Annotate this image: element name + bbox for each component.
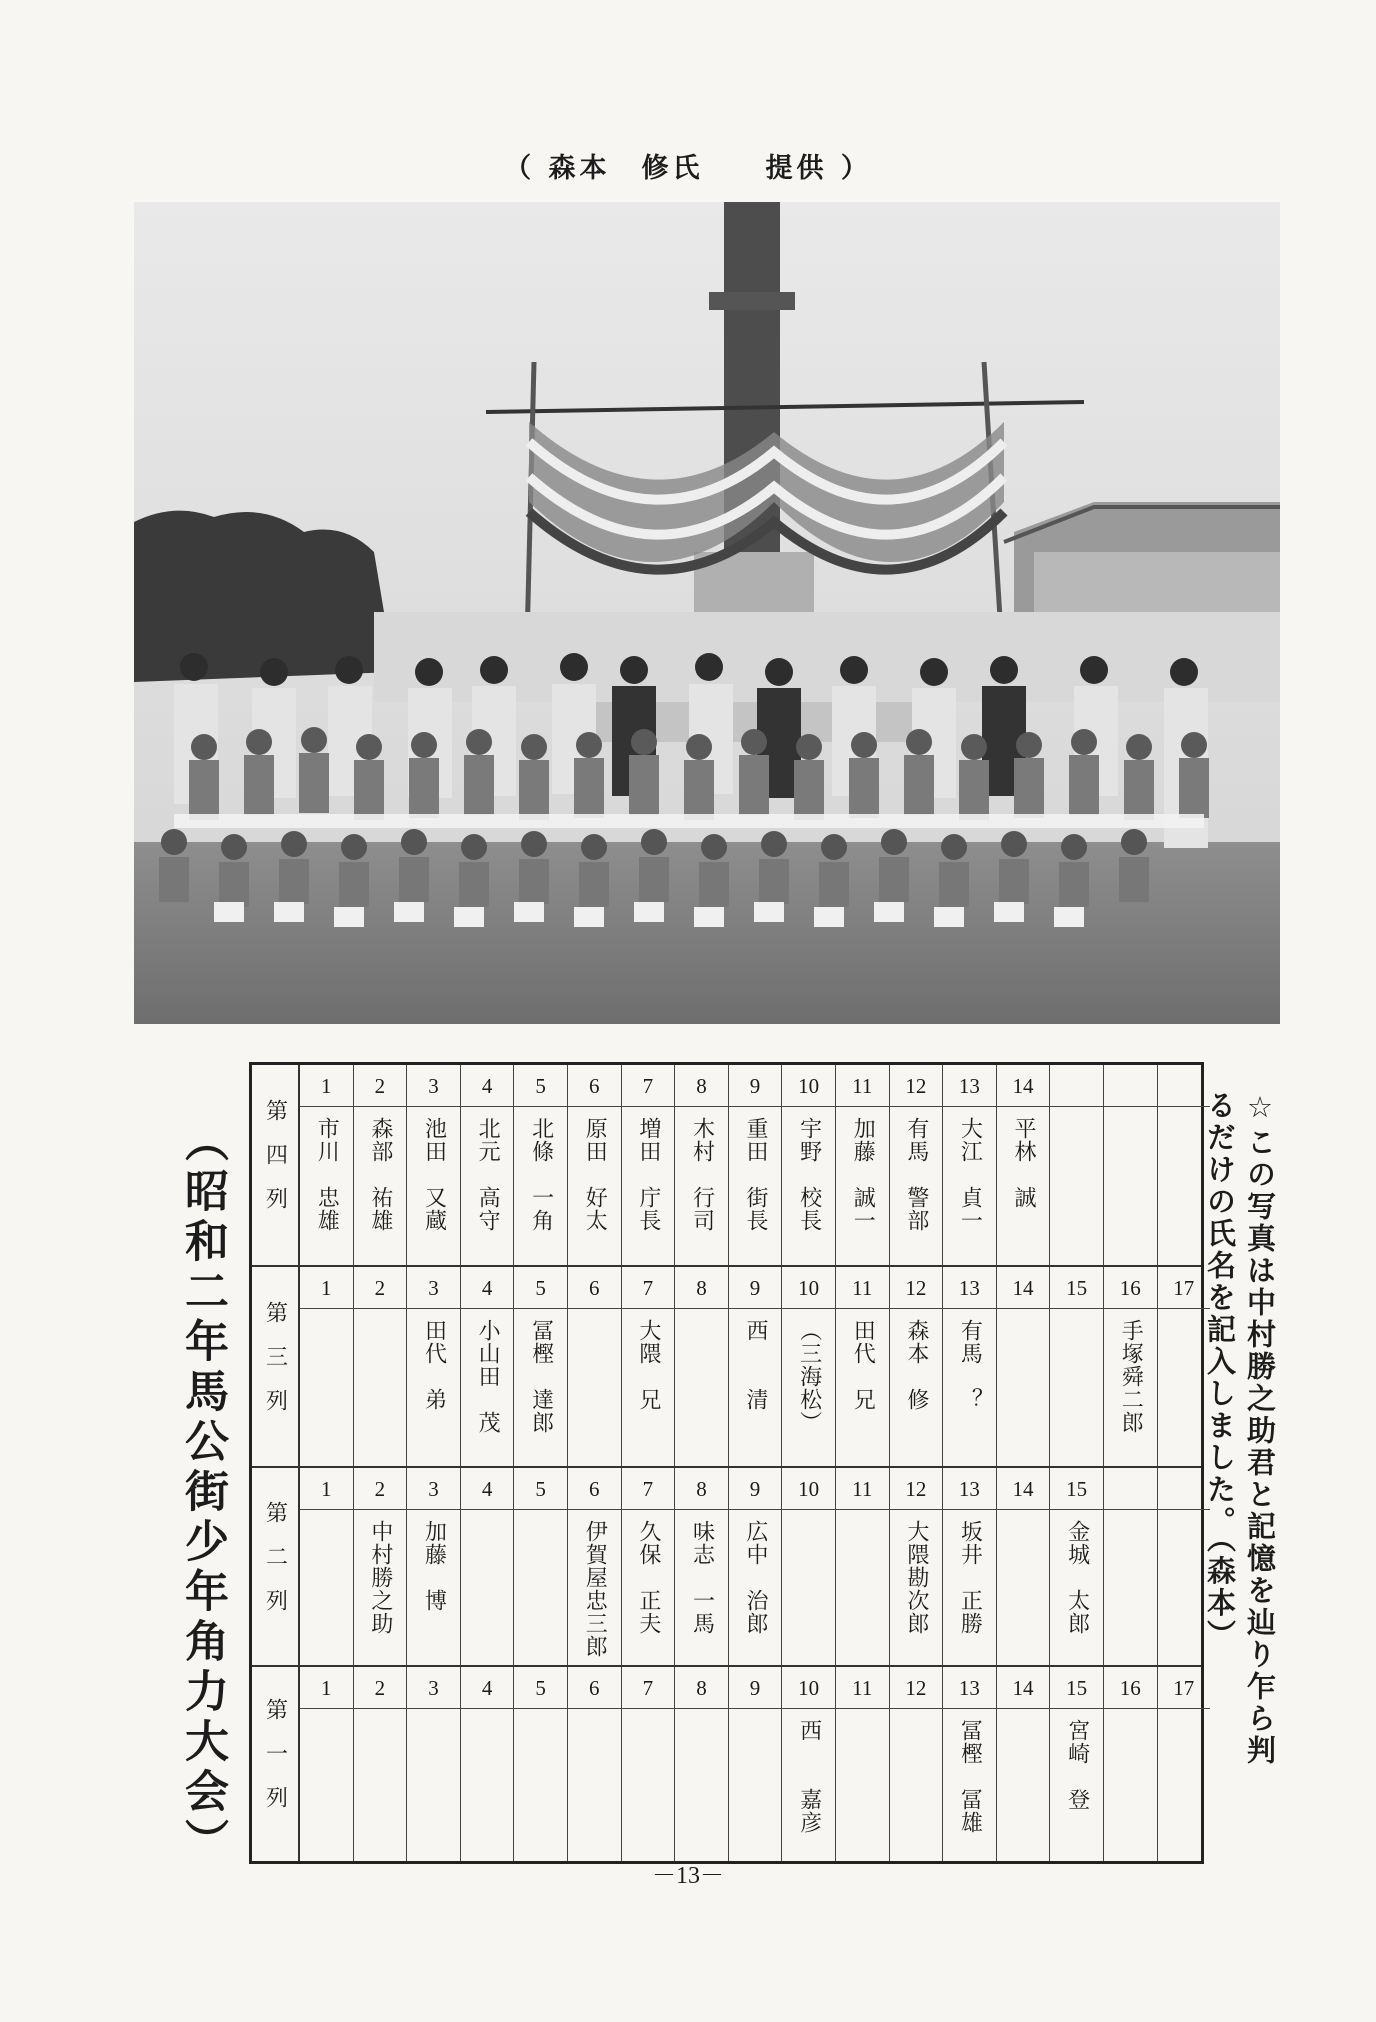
position-number: 1 [300, 1468, 353, 1510]
roster-cell [997, 1667, 1051, 1861]
person-name: 伊賀屋忠三郎 [582, 1520, 608, 1658]
roster-cell [568, 1468, 622, 1665]
person-name [300, 1709, 353, 1861]
roster-cell [890, 1267, 944, 1466]
person-name: 原田 好太 [582, 1117, 608, 1232]
position-number: 4 [461, 1468, 514, 1510]
person-name: 市川 忠雄 [314, 1117, 340, 1232]
roster-cell [943, 1667, 997, 1861]
roster-cell [1158, 1468, 1211, 1665]
person-name: 森部 祐雄 [367, 1117, 393, 1232]
roster-cell [568, 1667, 622, 1861]
person-name [997, 1510, 1050, 1665]
position-number: 1 [300, 1667, 353, 1709]
position-number: 16 [1104, 1267, 1157, 1309]
roster-cell [622, 1468, 676, 1665]
position-number: 14 [997, 1267, 1050, 1309]
roster-cell [461, 1065, 515, 1265]
person-name: 加藤 博 [421, 1520, 447, 1612]
person-name: 大隈 兄 [635, 1319, 661, 1411]
position-number: 3 [407, 1667, 460, 1709]
roster-cell [675, 1667, 729, 1861]
person-name [354, 1309, 407, 1466]
person-name: 金城 太郎 [1064, 1520, 1090, 1635]
roster-cell [300, 1667, 354, 1861]
person-name: 森本 修 [903, 1319, 929, 1411]
position-number: 3 [407, 1065, 460, 1107]
roster-cell [461, 1267, 515, 1466]
person-name [1158, 1709, 1211, 1861]
position-number: 11 [836, 1267, 889, 1309]
person-name: 平林 誠 [1011, 1117, 1037, 1209]
position-number: 6 [568, 1667, 621, 1709]
roster-cell [782, 1065, 836, 1265]
roster-cell [1104, 1468, 1158, 1665]
person-name [836, 1709, 889, 1861]
position-number: 7 [622, 1468, 675, 1510]
person-name [1104, 1709, 1157, 1861]
roster-cell [1158, 1267, 1211, 1466]
position-number: 9 [729, 1667, 782, 1709]
roster-cell [729, 1065, 783, 1265]
roster-cell [514, 1267, 568, 1466]
position-number: 3 [407, 1468, 460, 1510]
roster-cell [675, 1065, 729, 1265]
position-number: 15 [1050, 1667, 1103, 1709]
roster-cell [782, 1468, 836, 1665]
roster-cell [622, 1667, 676, 1861]
person-name: 手塚舜二郎 [1118, 1319, 1144, 1434]
person-name [461, 1709, 514, 1861]
position-number: 7 [622, 1667, 675, 1709]
roster-row-label-text: 第一列 [262, 1698, 288, 1830]
roster-cell [1050, 1468, 1104, 1665]
position-number: 4 [461, 1267, 514, 1309]
person-name [622, 1709, 675, 1861]
roster-cell [1104, 1065, 1158, 1265]
position-number: 10 [782, 1267, 835, 1309]
roster-cell [890, 1667, 944, 1861]
position-number [1158, 1468, 1211, 1510]
roster-cell [514, 1468, 568, 1665]
roster-cell [782, 1667, 836, 1861]
position-number: 1 [300, 1065, 353, 1107]
person-name: 味志 一馬 [689, 1520, 715, 1635]
roster-cell [890, 1468, 944, 1665]
person-name: 西 嘉彦 [796, 1719, 822, 1834]
person-name: 池田 又蔵 [421, 1117, 447, 1232]
person-name: 北元 高守 [475, 1117, 501, 1232]
roster-cell [354, 1065, 408, 1265]
roster-cell [407, 1468, 461, 1665]
position-number: 4 [461, 1667, 514, 1709]
roster-cell [943, 1267, 997, 1466]
person-name: 小山田 茂 [475, 1319, 501, 1434]
roster-cell [354, 1267, 408, 1466]
roster-cell [943, 1065, 997, 1265]
roster-cell [1158, 1065, 1211, 1265]
roster-cell [1050, 1667, 1104, 1861]
person-name: 増田 庁長 [635, 1117, 661, 1232]
position-number: 7 [622, 1267, 675, 1309]
person-name [514, 1709, 567, 1861]
person-name [514, 1510, 567, 1665]
roster-cell [675, 1267, 729, 1466]
person-name [1050, 1309, 1103, 1466]
position-number [1104, 1468, 1157, 1510]
identification-note: ☆この写真は中村勝之助君と記憶を辿り乍ら判るだけの氏名を記入しました。（森本） [1203, 1090, 1277, 1767]
photo-credit: （ 森本 修氏 提供 ） [504, 153, 872, 184]
person-name [782, 1510, 835, 1665]
roster-cell [568, 1267, 622, 1466]
person-name [997, 1309, 1050, 1466]
roster-row [252, 1468, 1201, 1667]
position-number: 6 [568, 1468, 621, 1510]
person-name: 田代 弟 [421, 1319, 447, 1411]
person-name: 大江 貞一 [957, 1117, 983, 1232]
person-name [1104, 1510, 1157, 1665]
person-name [300, 1309, 353, 1466]
position-number: 13 [943, 1065, 996, 1107]
person-name: 久保 正夫 [635, 1520, 661, 1635]
roster-row-label [252, 1065, 300, 1265]
person-name [1158, 1510, 1211, 1665]
roster-cell [1050, 1065, 1104, 1265]
roster-cell [836, 1667, 890, 1861]
roster-cell [354, 1667, 408, 1861]
position-number: 2 [354, 1267, 407, 1309]
position-number: 5 [514, 1065, 567, 1107]
person-name: 西 清 [743, 1319, 769, 1411]
position-number: 6 [568, 1267, 621, 1309]
position-number: 2 [354, 1468, 407, 1510]
roster-cell [836, 1065, 890, 1265]
roster-cell [1158, 1667, 1211, 1861]
roster-cell [997, 1468, 1051, 1665]
position-number: 13 [943, 1667, 996, 1709]
person-name: 宇野 校長 [796, 1117, 822, 1232]
roster-cell [997, 1065, 1051, 1265]
position-number: 10 [782, 1468, 835, 1510]
position-number: 14 [997, 1667, 1050, 1709]
page-number: －13－ [652, 1863, 724, 1889]
person-name: 大隈勘次郎 [903, 1520, 929, 1635]
roster-cell [729, 1667, 783, 1861]
position-number: 2 [354, 1667, 407, 1709]
person-name [1158, 1309, 1211, 1466]
position-number: 12 [890, 1468, 943, 1510]
person-name: 中村勝之助 [367, 1520, 393, 1635]
roster-cell [622, 1267, 676, 1466]
position-number: 5 [514, 1667, 567, 1709]
person-name: 北條 一角 [528, 1117, 554, 1232]
person-name [675, 1709, 728, 1861]
position-number: 12 [890, 1667, 943, 1709]
person-name: 木村 行司 [689, 1117, 715, 1232]
roster-cell [890, 1065, 944, 1265]
roster-cell [461, 1468, 515, 1665]
roster-cell [729, 1468, 783, 1665]
position-number: 12 [890, 1065, 943, 1107]
person-name: 宮崎 登 [1064, 1719, 1090, 1811]
position-number: 8 [675, 1267, 728, 1309]
position-number: 3 [407, 1267, 460, 1309]
position-number: 10 [782, 1065, 835, 1107]
roster-cell [300, 1468, 354, 1665]
roster-cell [300, 1267, 354, 1466]
position-number: 4 [461, 1065, 514, 1107]
roster-cell [997, 1267, 1051, 1466]
position-number: 15 [1050, 1267, 1103, 1309]
position-number: 10 [782, 1667, 835, 1709]
position-number: 9 [729, 1065, 782, 1107]
person-name [1050, 1107, 1103, 1265]
roster-cell [836, 1468, 890, 1665]
position-number: 13 [943, 1468, 996, 1510]
person-name [1104, 1107, 1157, 1265]
roster-cell [354, 1468, 408, 1665]
person-name [890, 1709, 943, 1861]
roster-row-label [252, 1267, 300, 1466]
roster-row [252, 1267, 1201, 1468]
person-name: 広中 治郎 [743, 1520, 769, 1635]
roster-cell [782, 1267, 836, 1466]
person-name: （三海松） [796, 1319, 822, 1434]
photo-caption: （昭和二年馬公街少年角力大会） [177, 1118, 228, 1868]
person-name: 冨樫 冨雄 [957, 1719, 983, 1834]
person-name: 有馬 ？ [957, 1319, 983, 1411]
position-number: 12 [890, 1267, 943, 1309]
person-name [1158, 1107, 1211, 1265]
position-number: 13 [943, 1267, 996, 1309]
roster-cell [514, 1667, 568, 1861]
roster-cell [407, 1667, 461, 1861]
group-photograph [134, 202, 1280, 1024]
roster-row-label [252, 1468, 300, 1665]
position-number: 16 [1104, 1667, 1157, 1709]
position-number: 14 [997, 1468, 1050, 1510]
person-name [354, 1709, 407, 1861]
person-name [407, 1709, 460, 1861]
person-name: 加藤 誠一 [850, 1117, 876, 1232]
roster-cell [836, 1267, 890, 1466]
person-name: 田代 兄 [850, 1319, 876, 1411]
position-number: 1 [300, 1267, 353, 1309]
position-number: 11 [836, 1667, 889, 1709]
position-number: 17 [1158, 1667, 1211, 1709]
person-name [675, 1309, 728, 1466]
roster-row-label [252, 1667, 300, 1861]
position-number: 6 [568, 1065, 621, 1107]
position-number: 5 [514, 1267, 567, 1309]
person-name [997, 1709, 1050, 1861]
person-name [300, 1510, 353, 1665]
roster-row-label-text: 第三列 [262, 1300, 288, 1433]
roster-cell [943, 1468, 997, 1665]
roster-cell [1104, 1667, 1158, 1861]
position-number: 8 [675, 1065, 728, 1107]
person-name: 有馬 警部 [903, 1117, 929, 1232]
roster-row-label-text: 第二列 [262, 1500, 288, 1633]
position-number: 8 [675, 1468, 728, 1510]
roster-cell [675, 1468, 729, 1665]
position-number [1158, 1065, 1211, 1107]
roster-cell [461, 1667, 515, 1861]
position-number [1050, 1065, 1103, 1107]
roster-row [252, 1065, 1201, 1267]
roster-row-label-text: 第四列 [262, 1099, 288, 1231]
name-roster-table [249, 1062, 1204, 1864]
person-name [729, 1709, 782, 1861]
person-name [568, 1709, 621, 1861]
position-number [1104, 1065, 1157, 1107]
roster-cell [729, 1267, 783, 1466]
roster-cell [407, 1065, 461, 1265]
person-name: 重田 街長 [743, 1117, 769, 1232]
position-number: 11 [836, 1065, 889, 1107]
position-number: 5 [514, 1468, 567, 1510]
position-number: 2 [354, 1065, 407, 1107]
person-name [461, 1510, 514, 1665]
roster-cell [1104, 1267, 1158, 1466]
position-number: 9 [729, 1468, 782, 1510]
roster-cell [514, 1065, 568, 1265]
position-number: 14 [997, 1065, 1050, 1107]
position-number: 8 [675, 1667, 728, 1709]
roster-cell [1050, 1267, 1104, 1466]
person-name: 坂井 正勝 [957, 1520, 983, 1635]
roster-cell [568, 1065, 622, 1265]
roster-cell [300, 1065, 354, 1265]
position-number: 11 [836, 1468, 889, 1510]
person-name [568, 1309, 621, 1466]
position-number: 15 [1050, 1468, 1103, 1510]
roster-row [252, 1667, 1201, 1861]
position-number: 17 [1158, 1267, 1211, 1309]
position-number: 7 [622, 1065, 675, 1107]
position-number: 9 [729, 1267, 782, 1309]
person-name [836, 1510, 889, 1665]
roster-cell [622, 1065, 676, 1265]
person-name: 冨樫 達郎 [528, 1319, 554, 1434]
roster-cell [407, 1267, 461, 1466]
